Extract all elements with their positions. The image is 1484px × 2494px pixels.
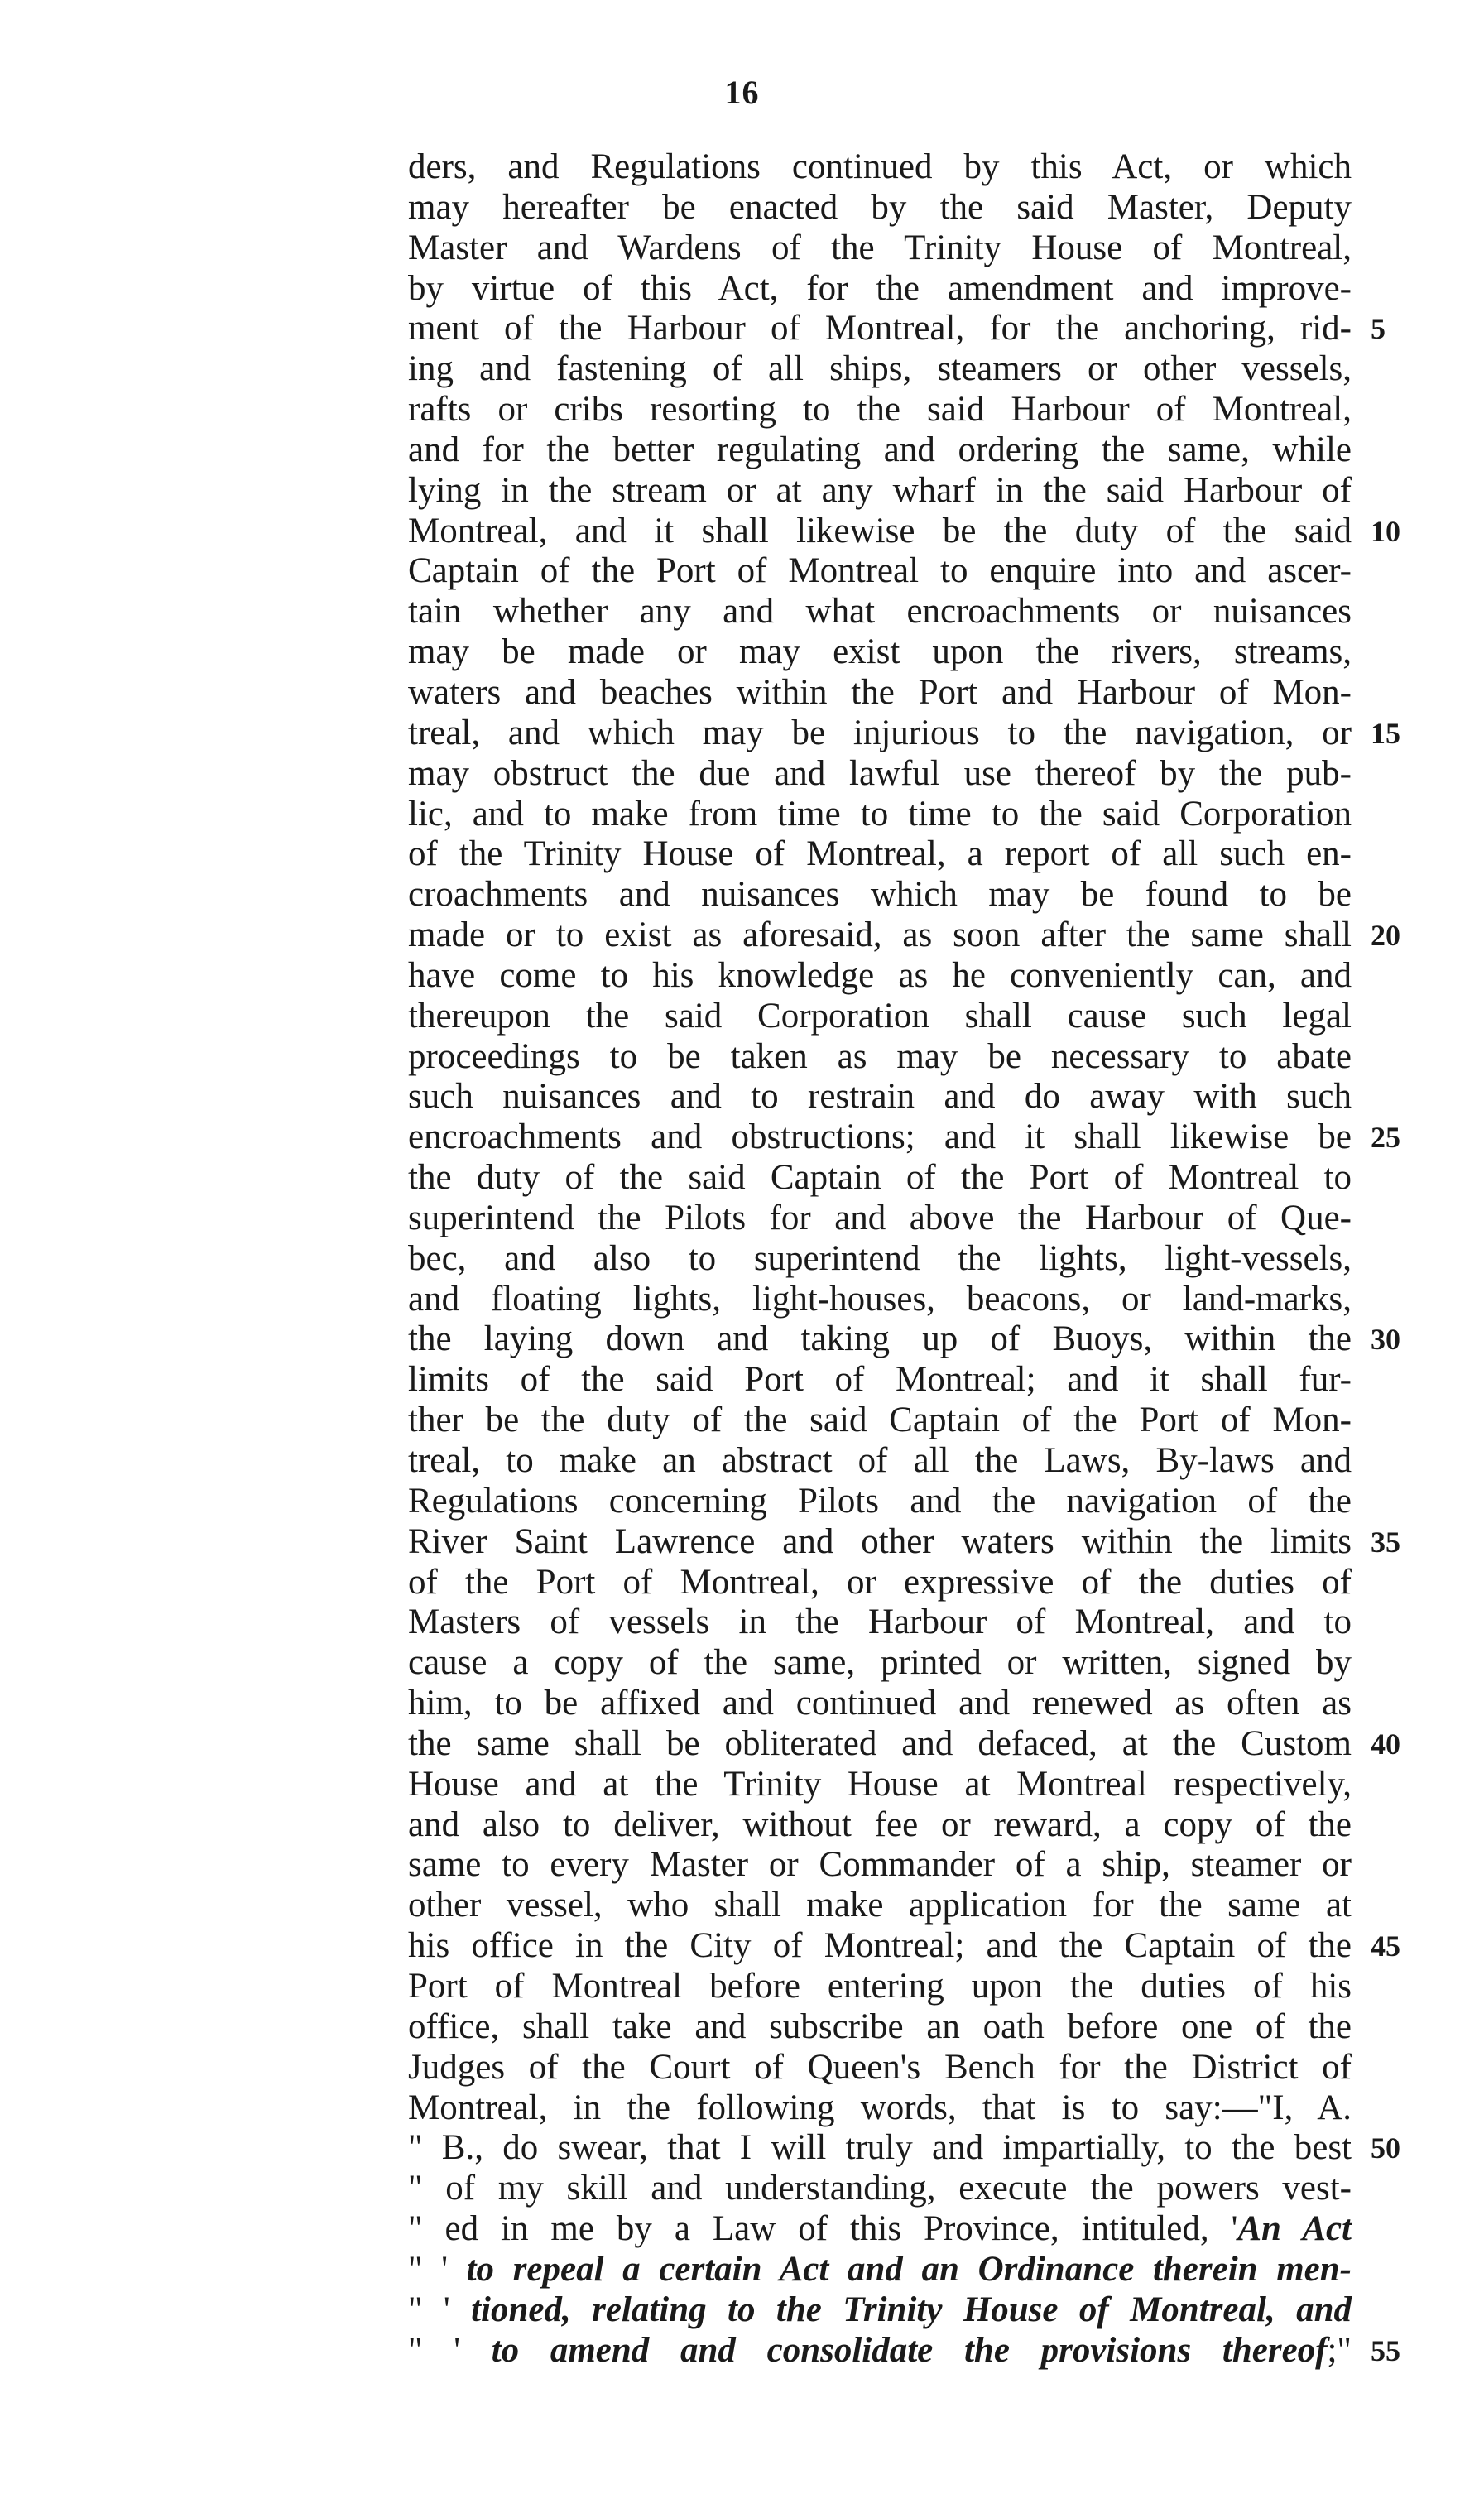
line-text: Port of Montreal before entering upon the duties of his bbox=[408, 1966, 1352, 2006]
text-line bbox=[408, 1482, 1352, 1522]
text-line bbox=[408, 511, 1400, 552]
text-line bbox=[408, 1765, 1352, 1805]
line-text: rafts or cribs resorting to the said Harbour of Montreal, bbox=[408, 390, 1352, 430]
line-text: lying in the stream or at any wharf in the said Harbour of bbox=[408, 470, 1352, 510]
line-text: Captain of the Port of Montreal to enquire into and ascer- bbox=[408, 551, 1352, 591]
line-number: 40 bbox=[1371, 1727, 1400, 1761]
line-text: the laying down and taking up of Buoys, within the bbox=[408, 1319, 1352, 1359]
text-line bbox=[408, 795, 1352, 835]
line-text: encroachments and obstructions; and it shall likewise be bbox=[408, 1117, 1352, 1157]
text-line bbox=[408, 1563, 1352, 1603]
text-line bbox=[408, 1117, 1400, 1158]
line-text: such nuisances and to restrain and do away with such bbox=[408, 1077, 1352, 1117]
text-line bbox=[408, 673, 1352, 714]
line-text: " ' tioned, relating to the Trinity House of Montreal, and bbox=[408, 2290, 1352, 2329]
line-text: by virtue of this Act, for the amendment and improve- bbox=[408, 268, 1352, 308]
line-number: 55 bbox=[1371, 2333, 1400, 2367]
line-text: bec, and also to superintend the lights, light-vessels, bbox=[408, 1238, 1352, 1278]
line-text: may obstruct the due and lawful use thereof by the pub- bbox=[408, 753, 1352, 793]
text-line bbox=[408, 1280, 1352, 1320]
line-text: Montreal, and it shall likewise be the duty of the said bbox=[408, 511, 1352, 550]
line-number: 20 bbox=[1371, 919, 1400, 953]
line-number: 10 bbox=[1371, 514, 1400, 548]
line-text: have come to his knowledge as he conveniently can, and bbox=[408, 955, 1352, 995]
line-text: the same shall be obliterated and defaced, at the Custom bbox=[408, 1723, 1352, 1763]
line-text: " of my skill and understanding, execute the powers vest- bbox=[408, 2169, 1352, 2208]
text-line bbox=[408, 1239, 1352, 1280]
line-text: treal, to make an abstract of all the Laws, By-laws and bbox=[408, 1441, 1352, 1480]
text-line bbox=[408, 188, 1352, 228]
line-text: ment of the Harbour of Montreal, for the anchoring, rid- bbox=[408, 309, 1352, 348]
line-text: lic, and to make from time to time to the said Corporation bbox=[408, 794, 1352, 834]
line-number: 45 bbox=[1371, 1929, 1400, 1963]
line-text: " B., do swear, that I will truly and impartially, to the best bbox=[408, 2128, 1352, 2168]
line-text: of the Trinity House of Montreal, a report of all such en- bbox=[408, 834, 1352, 874]
text-line bbox=[408, 309, 1386, 349]
text-line bbox=[408, 1845, 1352, 1886]
line-number: 30 bbox=[1371, 1323, 1400, 1357]
text-line bbox=[408, 349, 1352, 390]
text-line bbox=[408, 551, 1352, 592]
line-text: made or to exist as aforesaid, as soon after the same shall bbox=[408, 915, 1352, 955]
line-number: 35 bbox=[1371, 1525, 1400, 1559]
text-line bbox=[408, 1199, 1352, 1239]
text-line bbox=[408, 228, 1352, 269]
text-line bbox=[408, 2169, 1352, 2209]
line-text: may be made or may exist upon the rivers, streams, bbox=[408, 632, 1352, 672]
text-line bbox=[408, 1886, 1352, 1926]
line-text: his office in the City of Montreal; and the Captain of the bbox=[408, 1926, 1352, 1966]
text-line bbox=[408, 632, 1352, 673]
text-line bbox=[408, 997, 1352, 1037]
text-line bbox=[408, 2250, 1352, 2290]
body-text bbox=[408, 147, 1400, 2371]
line-text: thereupon the said Corporation shall cause such legal bbox=[408, 996, 1352, 1036]
text-line bbox=[408, 1077, 1352, 1117]
line-text: same to every Master or Commander of a ship, steamer or bbox=[408, 1845, 1352, 1885]
text-line bbox=[408, 1158, 1352, 1199]
text-line bbox=[408, 269, 1352, 310]
line-text: ther be the duty of the said Captain of the Port of Mon- bbox=[408, 1401, 1352, 1440]
line-text: " ' to repeal a certain Act and an Ordinance therein men- bbox=[408, 2249, 1352, 2289]
text-line bbox=[408, 1441, 1352, 1482]
line-text: Judges of the Court of Queen's Bench for the District of bbox=[408, 2047, 1352, 2087]
text-line bbox=[408, 875, 1352, 915]
line-text: and floating lights, light-houses, beacons, or land-marks, bbox=[408, 1279, 1352, 1319]
line-number: 25 bbox=[1371, 1121, 1400, 1155]
text-line bbox=[408, 1360, 1352, 1401]
line-text: may hereafter be enacted by the said Master, Deputy bbox=[408, 187, 1352, 227]
line-text: limits of the said Port of Montreal; and it shall fur- bbox=[408, 1360, 1352, 1400]
line-text: croachments and nuisances which may be found to be bbox=[408, 875, 1352, 915]
text-line bbox=[408, 754, 1352, 795]
text-line bbox=[408, 1723, 1400, 1765]
text-line bbox=[408, 1319, 1400, 1360]
line-text: and for the better regulating and ordering the same, while bbox=[408, 430, 1352, 469]
line-text: cause a copy of the same, printed or written, signed by bbox=[408, 1643, 1352, 1683]
text-line bbox=[408, 1521, 1400, 1563]
text-line bbox=[408, 956, 1352, 997]
line-number: 5 bbox=[1371, 312, 1386, 346]
line-text: Regulations concerning Pilots and the navigation of the bbox=[408, 1481, 1352, 1521]
text-line bbox=[408, 1037, 1352, 1078]
line-number: 50 bbox=[1371, 2131, 1400, 2165]
line-text: " ' to amend and consolidate the provisions thereof;" bbox=[408, 2330, 1352, 2370]
line-text: and also to deliver, without fee or reward, a copy of the bbox=[408, 1804, 1352, 1844]
text-line bbox=[408, 1603, 1352, 1643]
line-text: of the Port of Montreal, or expressive of the duties of bbox=[408, 1562, 1352, 1602]
text-line bbox=[408, 2128, 1400, 2169]
page-number: 16 bbox=[724, 74, 760, 111]
line-text: superintend the Pilots for and above the Harbour of Que- bbox=[408, 1198, 1352, 1237]
text-line bbox=[408, 147, 1352, 188]
text-line bbox=[408, 390, 1352, 430]
line-text: " ed in me by a Law of this Province, intituled, 'An Act bbox=[408, 2209, 1352, 2249]
line-text: ing and fastening of all ships, steamers or other vessels, bbox=[408, 349, 1352, 389]
text-line bbox=[408, 834, 1352, 875]
line-text: ders, and Regulations continued by this Act, or which bbox=[408, 147, 1352, 186]
text-line bbox=[408, 592, 1352, 632]
line-number: 15 bbox=[1371, 716, 1400, 750]
line-text: River Saint Lawrence and other waters within the limits bbox=[408, 1521, 1352, 1561]
text-line bbox=[408, 430, 1352, 471]
text-line bbox=[408, 471, 1352, 512]
text-line bbox=[408, 713, 1400, 754]
text-line bbox=[408, 1805, 1352, 1846]
line-text: waters and beaches within the Port and Harbour of Mon- bbox=[408, 672, 1352, 712]
line-text: House and at the Trinity House at Montreal respectively, bbox=[408, 1764, 1352, 1804]
text-line bbox=[408, 1967, 1352, 2007]
line-text: other vessel, who shall make application for the same at bbox=[408, 1886, 1352, 1925]
line-text: proceedings to be taken as may be necessary to abate bbox=[408, 1036, 1352, 1076]
line-text: him, to be affixed and continued and renewed as often as bbox=[408, 1684, 1352, 1723]
text-line bbox=[408, 2007, 1352, 2048]
text-line bbox=[408, 2290, 1352, 2331]
text-line bbox=[408, 915, 1400, 956]
text-line bbox=[408, 2330, 1400, 2371]
text-line bbox=[408, 1401, 1352, 1441]
text-line bbox=[408, 2048, 1352, 2088]
line-text: treal, and which may be injurious to the navigation, or bbox=[408, 713, 1352, 752]
line-text: Montreal, in the following words, that is to say:—"I, A. bbox=[408, 2088, 1352, 2127]
text-line bbox=[408, 1684, 1352, 1724]
line-text: Master and Wardens of the Trinity House of Montreal, bbox=[408, 228, 1352, 267]
line-text: office, shall take and subscribe an oath before one of the bbox=[408, 2006, 1352, 2046]
text-line bbox=[408, 2209, 1352, 2250]
line-text: the duty of the said Captain of the Port of Montreal to bbox=[408, 1158, 1352, 1198]
text-line bbox=[408, 2088, 1352, 2129]
text-line bbox=[408, 1643, 1352, 1684]
line-text: tain whether any and what encroachments or nuisances bbox=[408, 592, 1352, 632]
text-line bbox=[408, 1926, 1400, 1967]
line-text: Masters of vessels in the Harbour of Montreal, and to bbox=[408, 1603, 1352, 1642]
